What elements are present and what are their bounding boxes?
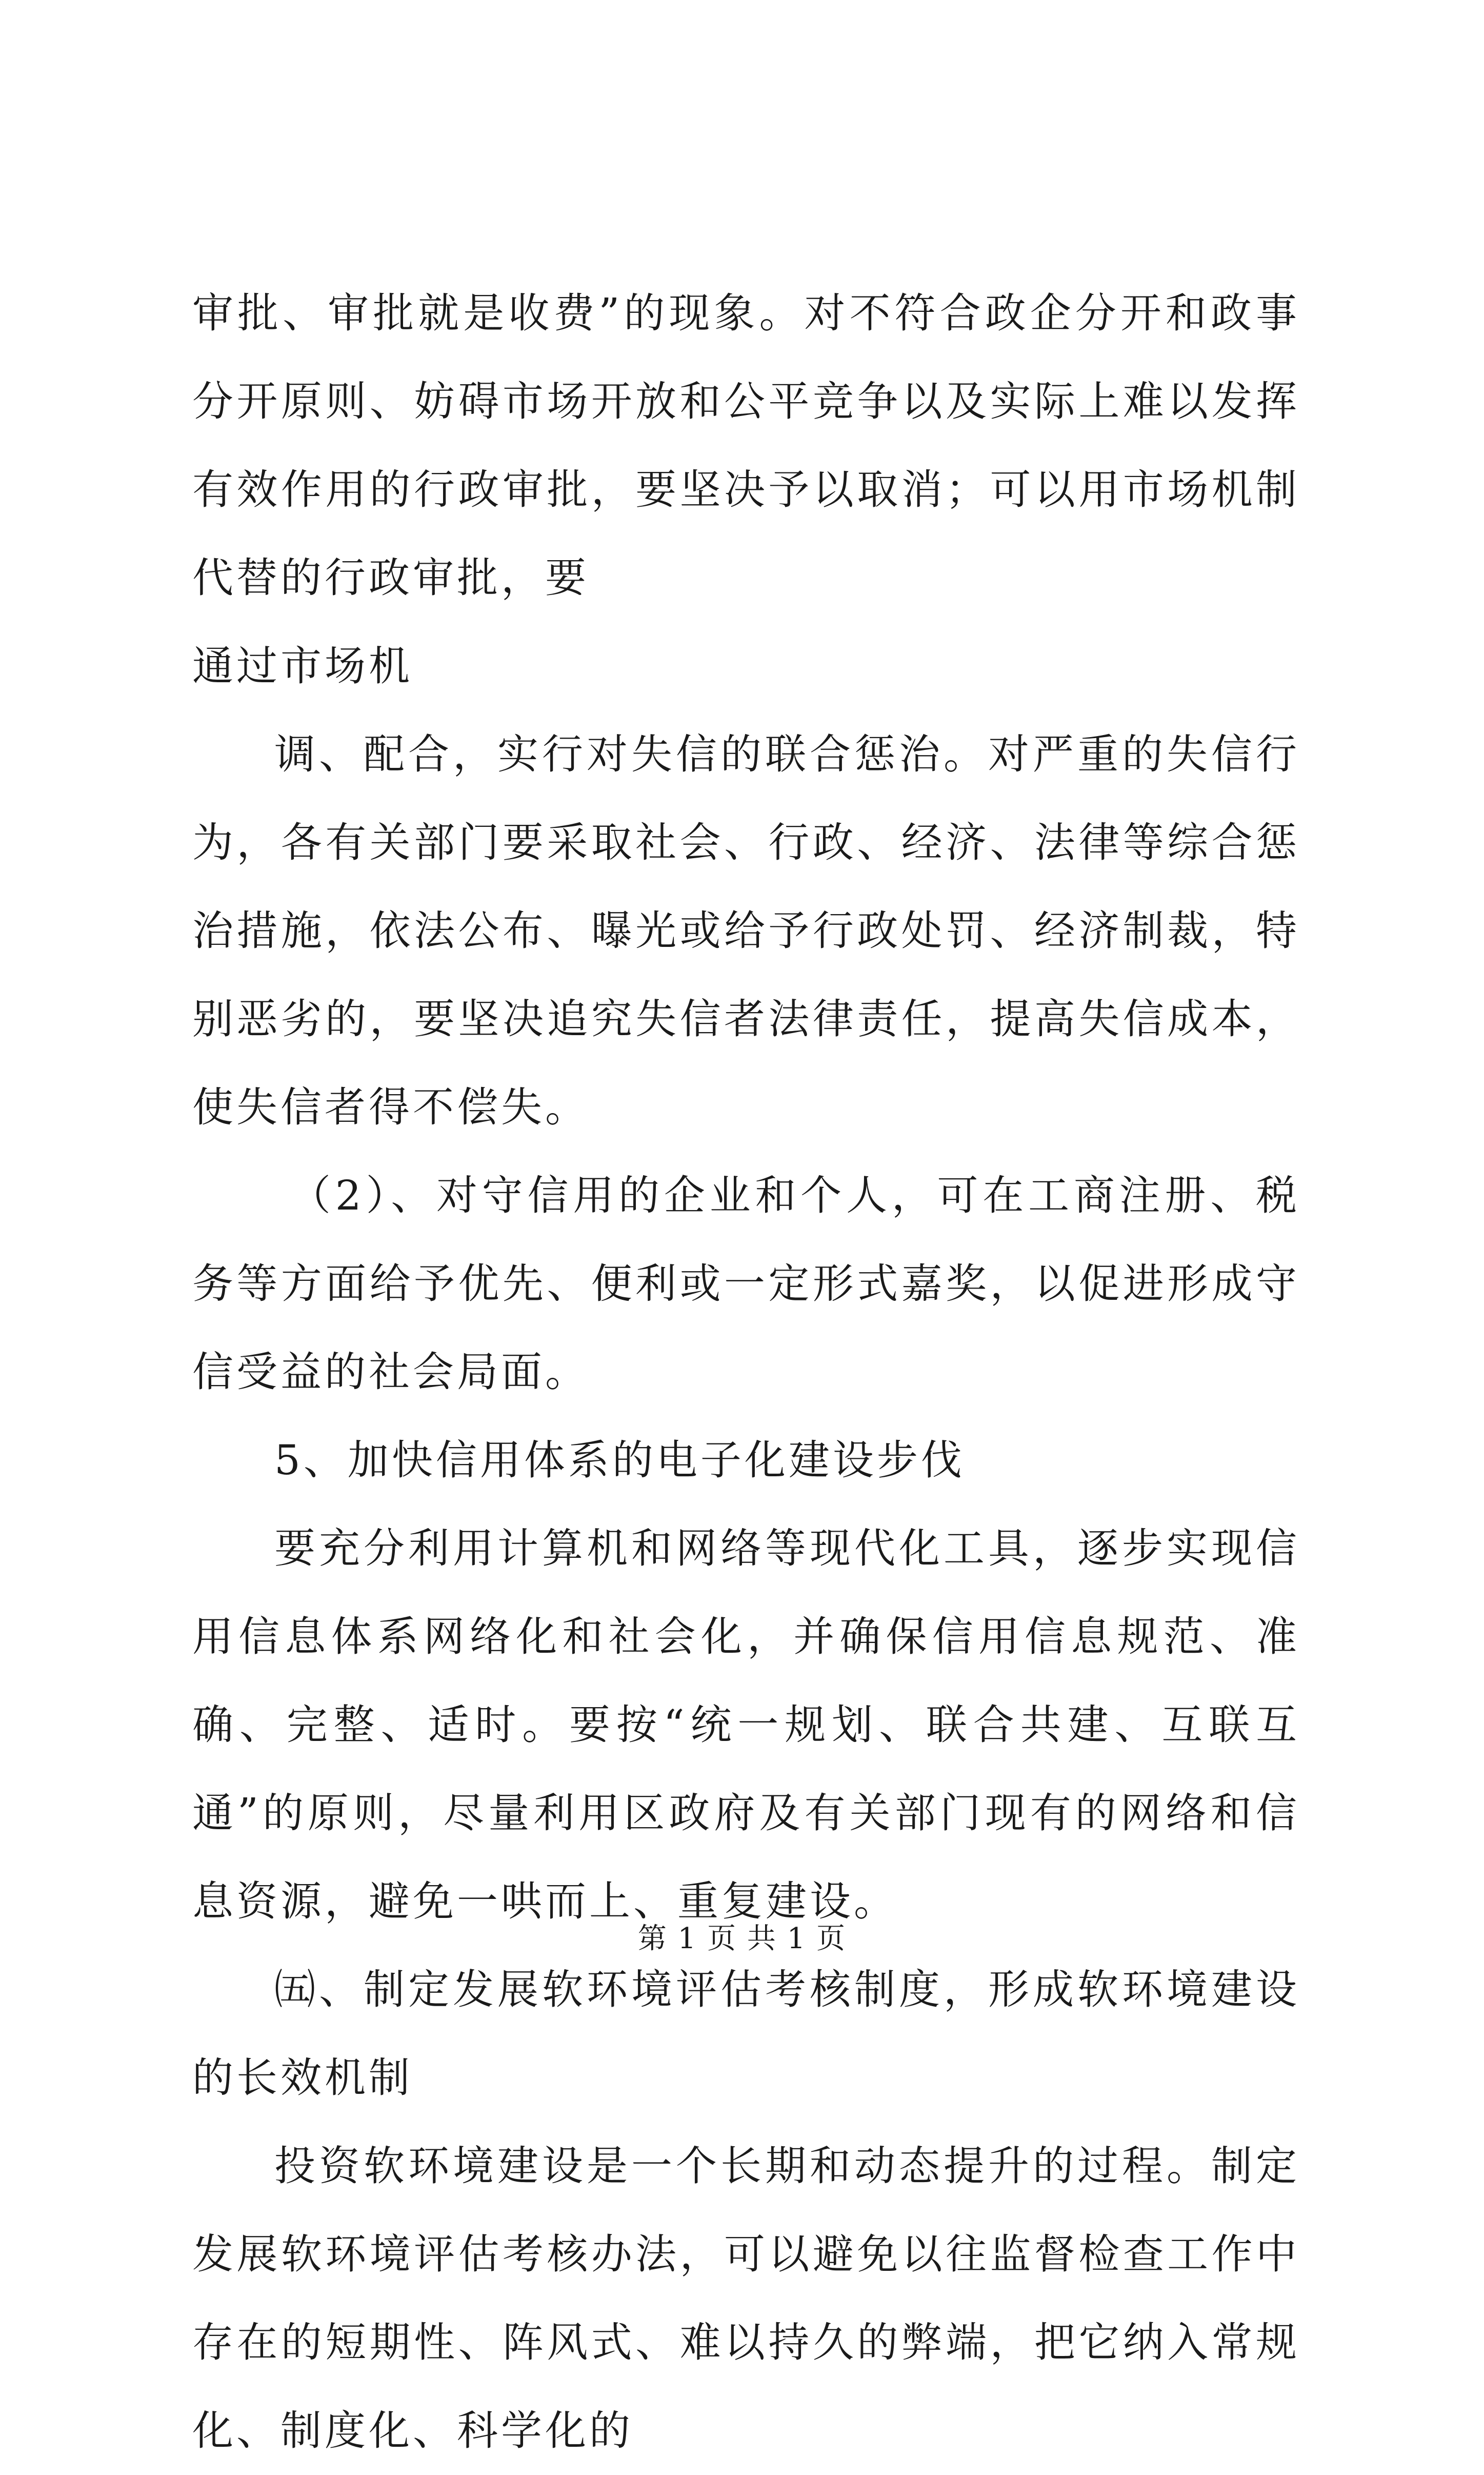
paragraph-market-mechanism-fragment: 通过市场机 — [192, 642, 413, 690]
paragraph-joint-punishment: 调、配合，实行对失信的联合惩治。对严重的失信行为，各有关部门要采取社会、行政、经济、法律等综合惩治措施，依法公布、曝光或给予行政处罚、经济制裁，特别恶劣的，要坚决追究失信者法律责任，提高失信成本，使失信者得不偿失。 — [192, 730, 1300, 1131]
paragraph-soft-environment: 投资软环境建设是一个长期和动态提升的过程。制定发展软环境评估考核办法，可以避免以往监督检查工作中存在的短期性、阵风式、难以持久的弊端，把它纳入常规化、制度化、科学化的 — [192, 2142, 1300, 2454]
page-footer: 第 1 页 共 1 页 — [637, 1922, 847, 1955]
section-heading-evaluation-system: ㈤、制定发展软环境评估考核制度，形成软环境建设的长效机制 — [192, 1966, 1300, 2102]
paragraph-network-credit-info: 要充分利用计算机和网络等现代化工具，逐步实现信用信息体系网络化和社会化，并确保信用信息规范、准确、完整、适时。要按“统一规划、联合共建、互联互通”的原则，尽量利用区政府及有关部门现有的网络和信息资源，避免一哄而上、重复建设。 — [192, 1524, 1300, 1925]
paragraph-trustworthy-rewards: （2）、对守信用的企业和个人，可在工商注册、税务等方面给予优先、便利或一定形式嘉奖，以促进形成守信受益的社会局面。 — [192, 1172, 1300, 1396]
section-heading-electronic-credit: 5、加快信用体系的电子化建设步伐 — [274, 1436, 965, 1484]
paragraph-approval-cancellation: 审批、审批就是收费”的现象。对不符合政企分开和政事分开原则、妨碍市场开放和公平竞争以及实际上难以发挥有效作用的行政审批，要坚决予以取消；可以用市场机制代替的行政审批，要 — [192, 289, 1300, 602]
document-body — [192, 269, 1300, 2475]
